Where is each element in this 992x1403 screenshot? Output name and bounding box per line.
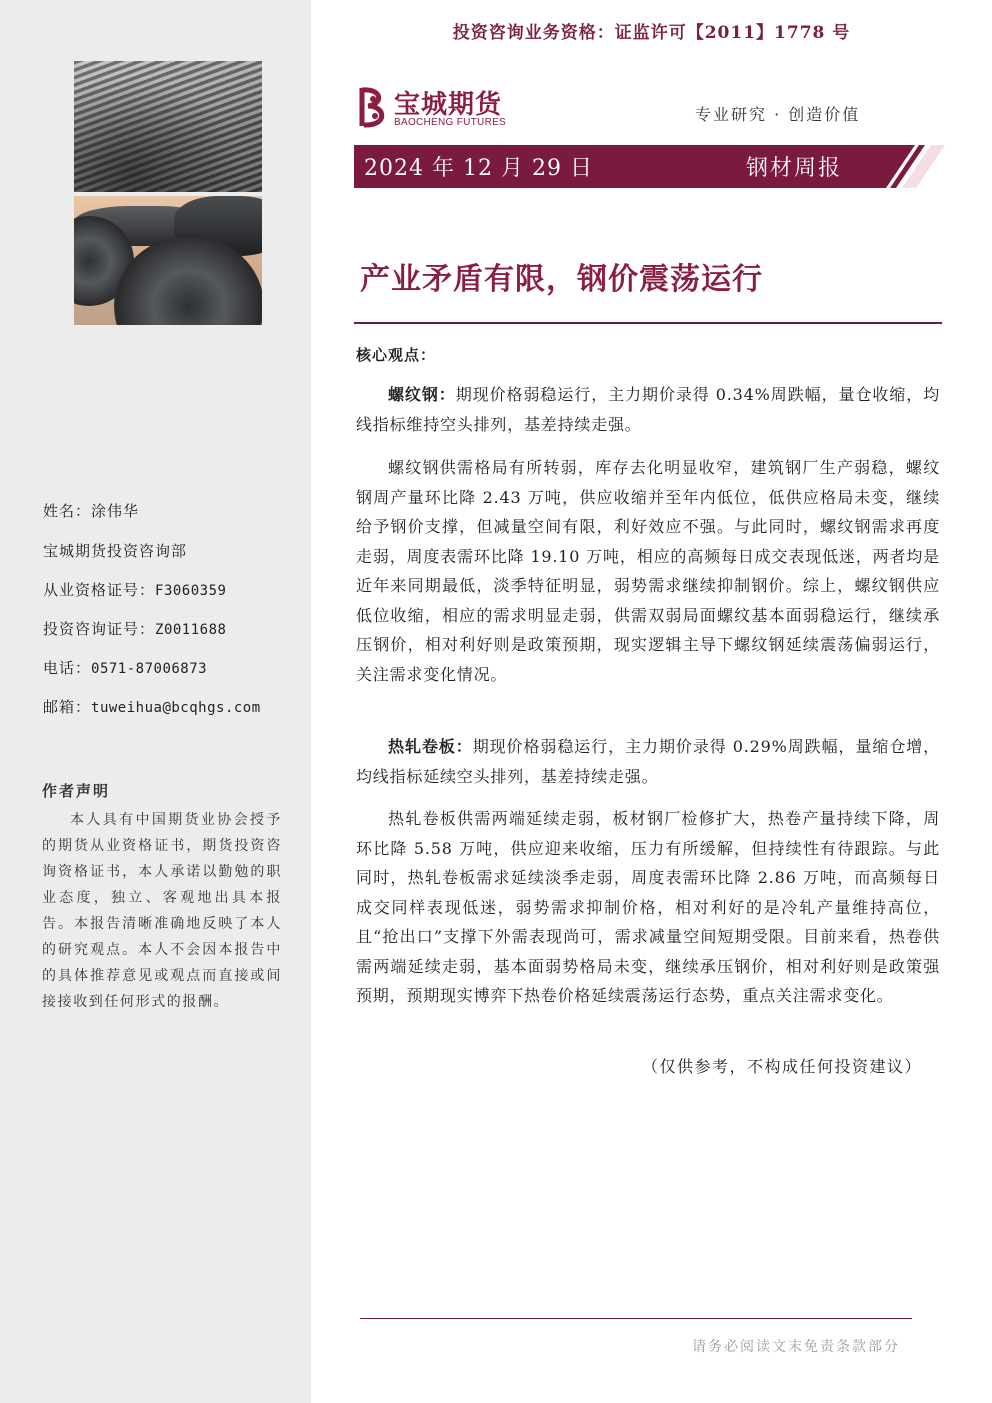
qualification-cert-number: F3060359: [155, 583, 227, 599]
hrc-summary: 期现价格弱稳运行，主力期价录得 0.29%周跌幅，量缩仓增，均线指标延续空头排列，基差持续走强。: [356, 737, 940, 786]
company-logo: [356, 84, 531, 130]
logo-mark-icon: [356, 84, 390, 130]
qualification-cert-label: 从业资格证号：: [43, 581, 156, 599]
company-slogan: 专业研究 · 创造价值: [695, 105, 861, 124]
phone-number: 0571-87006873: [91, 661, 208, 677]
investment-cert-row: [43, 618, 226, 639]
headline-divider: [354, 322, 942, 324]
logo-chinese-name: 宝城期货: [394, 90, 503, 120]
phone-label: 电话：: [43, 659, 92, 677]
logo-english-name: BAOCHENG FUTURES: [394, 117, 507, 128]
rebar-summary-paragraph: [356, 380, 940, 439]
hrc-label: 热轧卷板：: [388, 737, 473, 756]
hrc-detail-paragraph: 热轧卷板供需两端延续走弱，板材钢厂检修扩大，热卷产量持续下降，周环比降 5.58 万吨，供应迎来收缩，压力有所缓解，但持续性有待跟踪。与此同时，热轧卷板需求延续淡季走弱，周度表需环比降 2.86 万吨，而高频每日成交同样表现低迷，弱势需求抑制价格，相对利好的是冷轧产量维持高位，且“抢出口”支撑下外需表现尚可，需求减量空间短期受限。目前来看，热卷供需两端延续走弱，基本面弱势格局未变，继续承压钢价，相对利好则是政策强预期，预期现实博弈下热卷价格延续震荡运行态势，重点关注需求变化。: [356, 809, 940, 1005]
author-statement: 本人具有中国期货业协会授予的期货从业资格证书，期货投资咨询资格证书，本人承诺以勤勉的职业态度，独立、客观地出具本报告。本报告清晰准确地反映了本人的研究观点。本人不会因本报告中的具体推荐意见或观点而直接或间接接收到任何形式的报酬。: [42, 812, 282, 1010]
investment-cert-label: 投资咨询证号：: [43, 620, 156, 638]
rebar-label: 螺纹钢：: [388, 385, 456, 404]
footer-note: 请务必阅读文末免责条款部分: [692, 1339, 900, 1355]
investment-disclaimer: （仅供参考，不构成任何投资建议）: [642, 1057, 923, 1076]
phone-row: [43, 657, 207, 678]
left-sidebar: [0, 0, 311, 1403]
author-name: 姓名：涂伟华: [43, 502, 140, 520]
core-view-title: 核心观点：: [356, 346, 437, 364]
qualification-cert-row: [43, 579, 226, 600]
report-type: 钢材周报: [746, 156, 843, 181]
banner-stripes: [855, 145, 945, 188]
investment-cert-number: Z0011688: [155, 622, 227, 638]
hrc-summary-paragraph: [356, 732, 940, 791]
email-label: 邮箱：: [43, 698, 92, 716]
rebar-summary: 期现价格弱稳运行，主力期价录得 0.34%周跌幅，量仓收缩，均线指标维持空头排列，基差持续走强。: [356, 385, 940, 434]
author-statement-title: 作者声明: [42, 782, 111, 800]
report-date: 2024 年 12 月 29 日: [364, 156, 593, 181]
steel-coil-photo: [74, 196, 262, 325]
footer-divider: [360, 1318, 912, 1319]
qualification-header: 投资咨询业务资格：证监许可【2011】1778 号: [452, 23, 851, 43]
author-department: 宝城期货投资咨询部: [43, 542, 188, 560]
rebar-detail-paragraph: 螺纹钢供需格局有所转弱，库存去化明显收窄，建筑钢厂生产弱稳，螺纹钢周产量环比降 2.43 万吨，供应收缩并至年内低位，低供应格局未变，继续给予钢价支撑，但减量空间有限，利好效应不强。与此同时，螺纹钢需求再度走弱，周度表需环比降 19.10 万吨，相应的高频每日成交表现低迷，两者均是近年来同期最低，淡季特征明显，弱势需求继续抑制钢价。综上，螺纹钢供应低位收缩，相应的需求明显走弱，供需双弱局面螺纹基本面弱稳运行，继续承压钢价，相对利好则是政策预期，现实逻辑主导下螺纹钢延续震荡偏弱运行，关注需求变化情况。: [356, 458, 940, 684]
email-row: [43, 696, 261, 717]
email-address[interactable]: tuweihua@bcqhgs.com: [91, 700, 261, 716]
report-headline: 产业矛盾有限，钢价震荡运行: [360, 262, 763, 297]
rebar-photo: [74, 61, 262, 192]
